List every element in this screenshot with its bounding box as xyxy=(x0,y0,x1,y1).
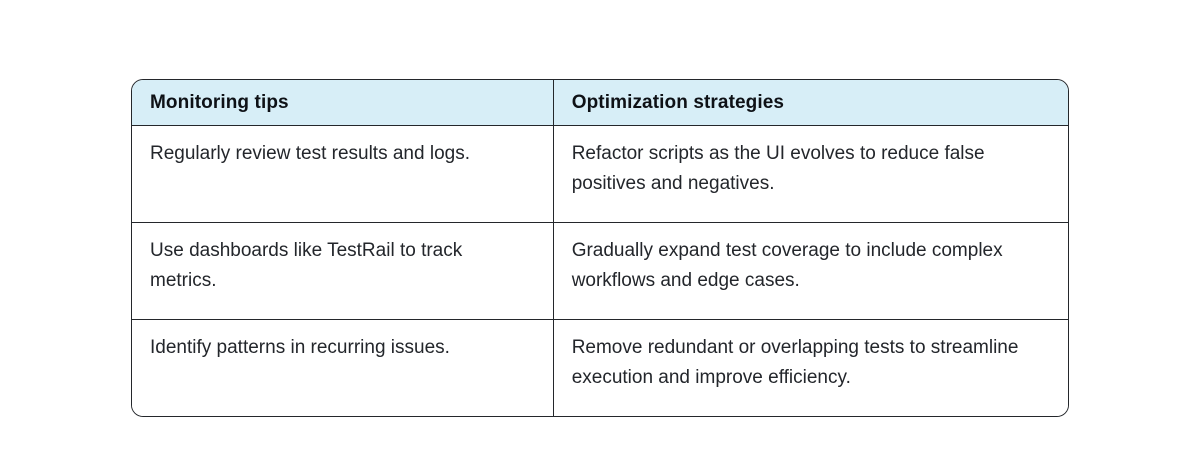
optimization-strategy-cell: Gradually expand test coverage to include complex workflows and edge cases. xyxy=(553,223,1068,320)
column-header-monitoring-tips: Monitoring tips xyxy=(132,80,553,126)
tips-table xyxy=(132,80,1068,416)
table-header-row xyxy=(132,80,1068,126)
optimization-strategy-cell: Remove redundant or overlapping tests to streamline execution and improve efficiency. xyxy=(553,320,1068,417)
table-row xyxy=(132,320,1068,417)
tips-optimization-table xyxy=(131,79,1069,417)
table-row xyxy=(132,223,1068,320)
monitoring-tip-cell: Regularly review test results and logs. xyxy=(132,126,553,223)
table-row xyxy=(132,126,1068,223)
optimization-strategy-cell: Refactor scripts as the UI evolves to reduce false positives and negatives. xyxy=(553,126,1068,223)
monitoring-tip-cell: Use dashboards like TestRail to track metrics. xyxy=(132,223,553,320)
column-header-optimization-strategies: Optimization strategies xyxy=(553,80,1068,126)
monitoring-tip-cell: Identify patterns in recurring issues. xyxy=(132,320,553,417)
